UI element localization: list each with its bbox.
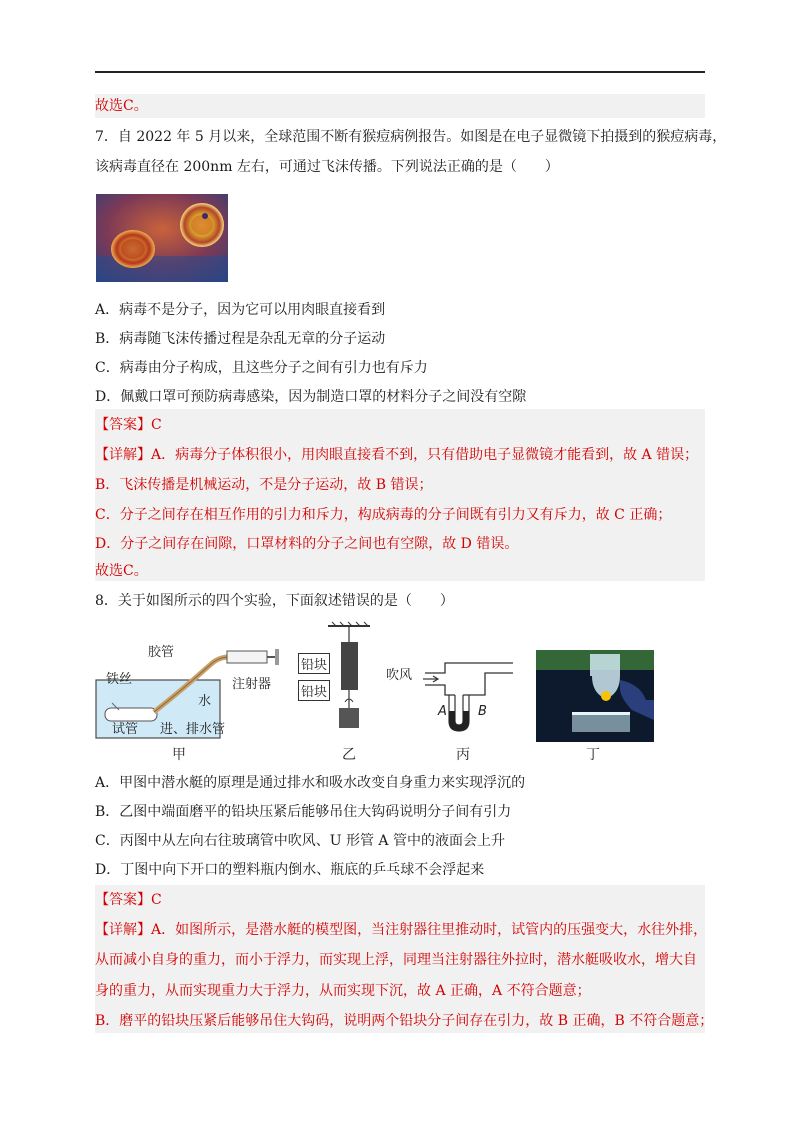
jia-label-wire: 铁丝 xyxy=(106,672,133,687)
jia-label-syringe: 注射器 xyxy=(232,677,272,692)
q8-detail-1: 【详解】A．如图所示，是潜水艇的模型图，当注射器往里推动时，试管内的压强变大，水往外排， xyxy=(95,922,708,938)
monkeypox-virus-micrograph xyxy=(96,194,228,282)
q7-answer: 【答案】C xyxy=(95,417,162,433)
jia-label-tube: 试管 xyxy=(112,722,139,737)
q7-conclusion: 故选C。 xyxy=(95,563,148,579)
bing-label-blow: 吹风 xyxy=(386,668,413,683)
figure-jia-caption: 甲 xyxy=(172,747,186,763)
figure-yi-caption: 乙 xyxy=(342,747,356,763)
figure-ding-caption: 丁 xyxy=(586,747,600,763)
q7-option-b: B．病毒随飞沫传播过程是杂乱无章的分子运动 xyxy=(95,331,386,347)
yi-label-lead-1: 铅块 xyxy=(298,653,330,674)
q8-detail-4: B．磨平的铅块压紧后能够吊住大钩码，说明两个铅块分子间存在引力，故 B 正确，B 不符合题意； xyxy=(95,1013,714,1029)
jia-label-hose: 胶管 xyxy=(148,645,175,660)
q7-detail-3: C．分子之间存在相互作用的引力和斥力，构成病毒的分子间既有引力又有斥力，故 C 正确； xyxy=(95,507,672,523)
q8-detail-2: 从而减小自身的重力，而小于浮力，而实现上浮，同理当注射器往外拉时，潜水艇吸收水，增大自 xyxy=(95,952,697,968)
q8-option-c: C．丙图中从左向右往玻璃管中吹风、U 形管 A 管中的液面会上升 xyxy=(95,833,505,849)
q7-option-c: C．病毒由分子构成，且这些分子之间有引力也有斥力 xyxy=(95,360,428,376)
q7-option-d: D．佩戴口罩可预防病毒感染，因为制造口罩的材料分子之间没有空隙 xyxy=(95,389,527,405)
figure-bing-u-tube xyxy=(405,655,515,735)
figure-ding-bottle-photo xyxy=(536,650,654,742)
q7-detail-4: D．分子之间存在间隙，口罩材料的分子之间也有空隙，故 D 错误。 xyxy=(95,536,519,552)
yi-label-lead-2: 铅块 xyxy=(298,680,330,701)
jia-label-pipe: 进、排水管 xyxy=(160,722,226,737)
q7-option-a: A．病毒不是分子，因为它可以用肉眼直接看到 xyxy=(95,302,386,318)
jia-label-water: 水 xyxy=(198,694,212,709)
prev-conclusion: 故选C。 xyxy=(95,98,148,114)
q8-option-b: B．乙图中端面磨平的铅块压紧后能够吊住大钩码说明分子间有引力 xyxy=(95,804,512,820)
q7-detail-2: B．飞沫传播是机械运动，不是分子运动，故 B 错误； xyxy=(95,477,433,493)
bing-label-b: B xyxy=(478,704,487,719)
q7-stem-line2: 该病毒直径在 200nm 左右，可通过飞沫传播。下列说法正确的是（ ） xyxy=(95,159,559,175)
bing-label-a: A xyxy=(438,704,447,719)
q7-detail-1: 【详解】A．病毒分子体积很小，用肉眼直接看不到，只有借助电子显微镜才能看到，故 A 错误； xyxy=(95,447,699,463)
q8-detail-3: 身的重力，从而实现重力大于浮力，从而实现下沉，故 A 正确，A 不符合题意； xyxy=(95,983,591,999)
prev-conclusion-band xyxy=(95,94,705,118)
figure-bing-caption: 丙 xyxy=(456,747,470,763)
q8-stem: 8．关于如图所示的四个实验，下面叙述错误的是（ ） xyxy=(95,593,454,609)
q8-option-d: D．丁图中向下开口的塑料瓶内倒水、瓶底的乒乓球不会浮起来 xyxy=(95,862,485,878)
header-rule xyxy=(95,71,705,73)
q8-answer: 【答案】C xyxy=(95,892,162,908)
q7-stem-line1: 7．自 2022 年 5 月以来，全球范围不断有猴痘病例报告。如图是在电子显微镜下拍摄到的猴痘病毒， xyxy=(95,129,727,145)
q8-option-a: A．甲图中潜水艇的原理是通过排水和吸水改变自身重力来实现浮沉的 xyxy=(95,775,526,791)
q7-answer-band xyxy=(95,409,705,581)
